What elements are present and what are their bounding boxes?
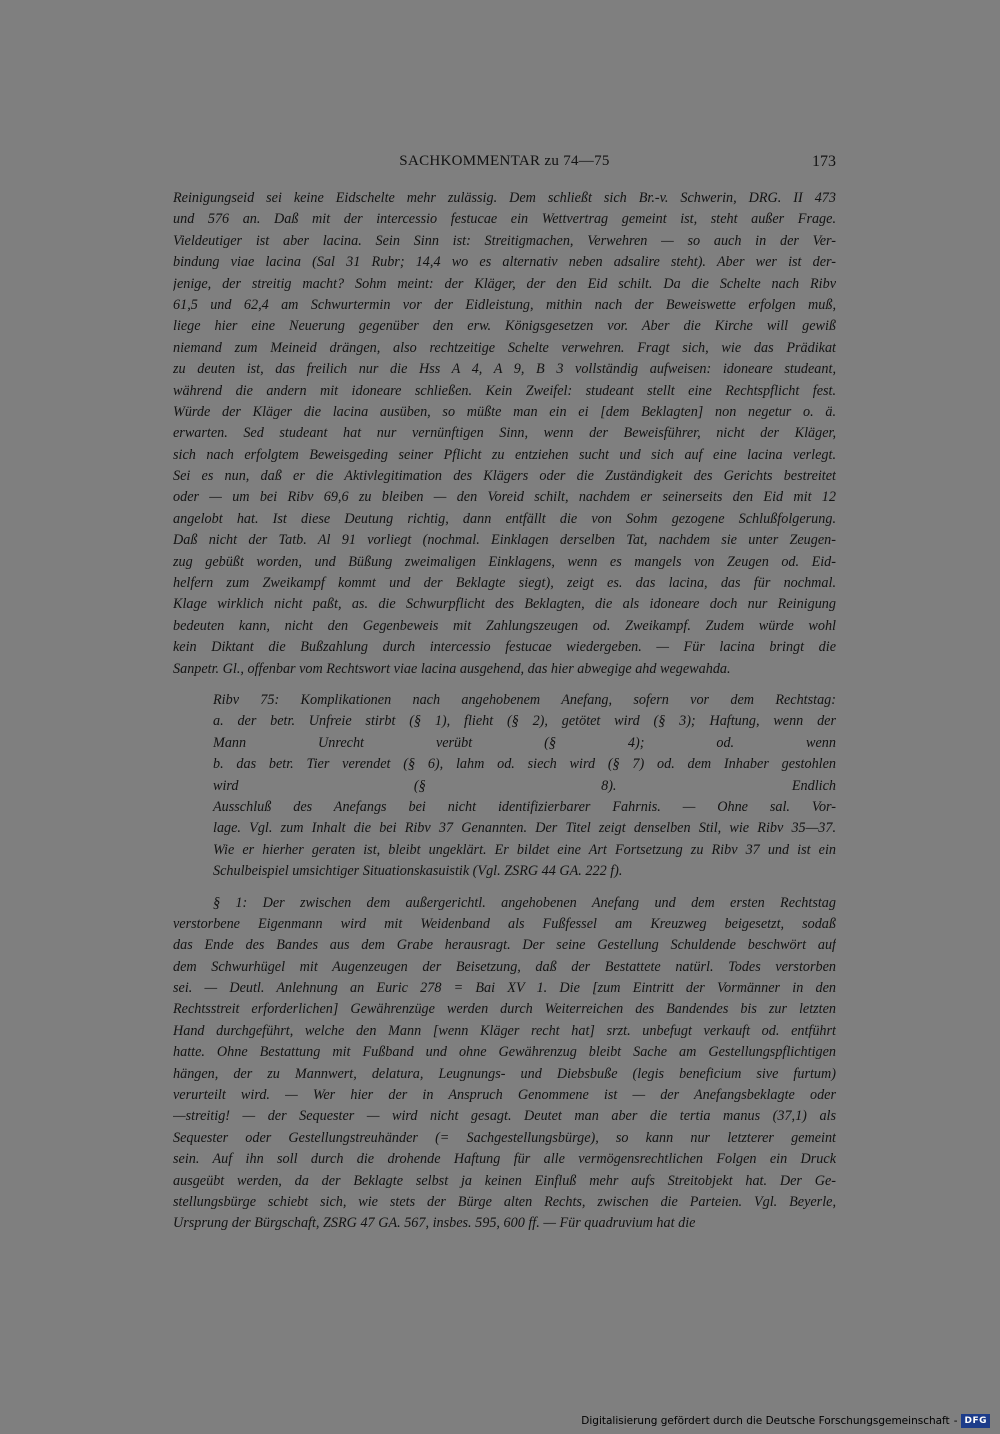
text-line: Rechtsstreit erforderlichen] Gewährenzüge werden durch Weiterreichen des Bandendes bis zur letzten [173,1001,836,1018]
text-line: hatte. Ohne Bestattung mit Fußband und ohne Gewährenzug bleibt Sache am Gestellungspflichtigen [173,1044,836,1061]
text-line: Sei es nun, daß er die Aktivlegitimation des Klägers oder die Zuständigkeit des Gerichts bestreitet [173,468,836,485]
running-title: SACHKOMMENTAR zu 74—75 [399,153,610,169]
text-line: § 1: Der zwischen dem außergerichtl. angehobenen Anefang und dem ersten Rechtstag [213,894,836,911]
text-line: Mann Unrecht verübt (§ 4); od. wenn [213,734,836,751]
page-number: 173 [812,153,836,170]
text-line: lage. Vgl. zum Inhalt die bei Ribv 37 Genannten. Der Titel zeigt denselben Stil, wie Ribv 35—37. [213,820,836,837]
text-line: während die andern mit idoneare schließen. Kein Zweifel: studeant stellt eine Rechtspflicht fest. [173,382,836,399]
text-line: zug gebüßt worden, und Büßung zweimaligen Einklagens, wenn es mangels von Zeugen od. Eid- [173,553,836,570]
paragraph [173,188,836,680]
text-line: Würde der Kläger die lacina ausüben, so müßte man ein ei [dem Beklagten] non negetur o. ä. [173,403,836,420]
text-line: Sanpetr. Gl., offenbar vom Rechtswort viae lacina ausgehend, das hier abwegige ahd wegewahda. [173,660,731,677]
dfg-logo-icon[interactable]: DFG [961,1414,990,1428]
body-text [173,188,836,1235]
text-line: Ursprung der Bürgschaft, ZSRG 47 GA. 567, insbes. 595, 600 ff. — Für quadruvium hat die [173,1215,696,1232]
footer-separator: - [953,1415,958,1427]
text-line: sei. — Deutl. Anlehnung an Euric 278 = Bai XV 1. Die [zum Eintritt der Vormänner in den [173,980,836,997]
text-line: verstorbene Eigenmann wird mit Weidenband als Fußfessel am Kreuzweg beigesetzt, sodaß [173,915,836,932]
text-line: zu deuten ist, das freilich nur die Hss A 4, A 9, B 3 vollständig aufweisen: idoneare studeant, [173,361,836,378]
text-line: liege hier eine Neuerung gegenüber den erw. Königsgesetzen vor. Aber die Kirche will gewiß [173,318,836,335]
text-line: bindung viae lacina (Sal 31 Rubr; 14,4 wo es alternativ neben adsalire steht). Aber wer ist der- [173,254,836,271]
text-line: oder — um bei Ribv 69,6 zu bleiben — den Voreid schilt, nachdem er seinerseits den Eid mit 12 [173,489,836,506]
text-line: Ausschluß des Anefangs bei nicht identifizierbarer Fahrnis. — Ohne sal. Vor- [213,798,836,815]
text-line: Ribv 75: Komplikationen nach angehobenem Anefang, sofern vor dem Rechtstag: [213,691,836,708]
text-line: angelobt hat. Ist diese Deutung richtig, dann entfällt die von Sohm gezogene Schlußfolgerung. [173,510,836,527]
text-line: das Ende des Bandes aus dem Grabe herausragt. Der seine Gestellung Schuldende beschwört auf [173,937,836,954]
text-line: jenige, der streitig macht? Sohm meint: der Kläger, der den Eid schilt. Da die Schelte nach Ribv [173,275,836,292]
text-line: Schulbeispiel umsichtiger Situationskasuistik (Vgl. ZSRG 44 GA. 222 f). [213,863,623,880]
running-head [173,153,836,177]
text-line: und 576 an. Daß mit der intercessio festucae ein Wettvertrag gemeint ist, steht außer Frage. [173,211,836,228]
text-line: dem Schwurhügel mit Augenzeugen der Beisetzung, daß der Bestattete natürl. Todes verstorben [173,958,836,975]
text-line: bedeuten kann, nicht den Gegenbeweis mit Zahlungszeugen od. Zweikampf. Zudem würde wohl [173,617,836,634]
text-line: Wie er hierher geraten ist, bleibt ungeklärt. Er bildet eine Art Fortsetzung zu Ribv 37 und ist ein [213,841,836,858]
text-line: b. das betr. Tier verendet (§ 6), lahm od. siech wird (§ 7) od. dem Inhaber gestohlen [213,756,836,773]
text-line: wird (§ 8). Endlich [213,777,836,794]
paragraph [173,690,836,883]
footer [581,1414,990,1428]
text-line: sein. Auf ihn soll durch die drohende Haftung für alle vermögensrechtlichen Folgen ein Druck [173,1151,836,1168]
text-line: —streitig! — der Sequester — wird nicht gesagt. Deutet man aber die tertia manus (37,1) als [173,1108,836,1125]
text-line: erwarten. Sed studeant hat nur vernünftigen Sinn, wenn der Beweisführer, nicht der Kläger, [173,425,836,442]
text-line: Reinigungseid sei keine Eidschelte mehr zulässig. Dem schließt sich Br.-v. Schwerin, DRG. II 473 [173,190,836,206]
text-line: helfern zum Zweikampf kommt und der Beklagte siegt), zeigt es. das lacina, das für nochmal. [173,575,836,592]
text-line: Klage wirklich nicht paßt, as. die Schwurpflicht des Beklagten, die als idoneare doch nur Reinigung [173,596,836,613]
text-line: hängen, der zu Mannwert, delatura, Leugnungs- und Diebsbuße (legis beneficium sive furtum) [173,1065,836,1082]
text-line: 61,5 und 62,4 am Schwurtermin vor der Eidleistung, mithin nach der Beweiswette erfolgen muß, [173,296,836,313]
footer-credit: Digitalisierung gefördert durch die Deutsche Forschungsgemeinschaft [581,1415,950,1427]
text-line: sich nach erfolgtem Beweisgeding seiner Pflicht zu entziehen sucht und sich auf eine lacina verlegt. [173,446,836,463]
text-line: Hand durchgeführt, welche den Mann [wenn Kläger recht hat] srzt. unbefugt verkauft od. entführt [173,1022,836,1039]
text-line: kein Diktant die Bußzahlung durch intercessio festucae wiedergeben. — Für lacina bringt die [173,639,836,656]
text-line: a. der betr. Unfreie stirbt (§ 1), flieht (§ 2), getötet wird (§ 3); Haftung, wenn der [213,713,836,730]
text-line: ausgeübt werden, da der Beklagte selbst ja keinen Einfluß mehr aufs Streitobjekt hat. Der Ge- [173,1172,836,1189]
text-line: Daß nicht der Tatb. Al 91 vorliegt (nochmal. Einklagen derselben Tat, nachdem sie unter Zeugen- [173,532,836,549]
paragraph-gap [173,883,836,893]
paragraph [173,893,836,1235]
text-line: Sequester oder Gestellungstreuhänder (= Sachgestellungsbürge), so kann nur letzterer gemeint [173,1129,836,1146]
paragraph-gap [173,680,836,690]
text-line: Vieldeutiger ist aber lacina. Sein Sinn ist: Streitigmachen, Verwehren — so auch in der Ver- [173,232,836,249]
text-line: verurteilt wird. — Wer hier der in Anspruch Genommene ist — der Anefangsbeklagte oder [173,1087,836,1104]
text-line: niemand zum Meineid drängen, also rechtzeitige Schelte verwehren. Fragt sich, wie das Prädikat [173,339,836,356]
text-line: stellungsbürge schiebt sich, wie stets der Bürge alten Rechts, zwischen die Parteien. Vgl. Beyerle, [173,1193,836,1210]
